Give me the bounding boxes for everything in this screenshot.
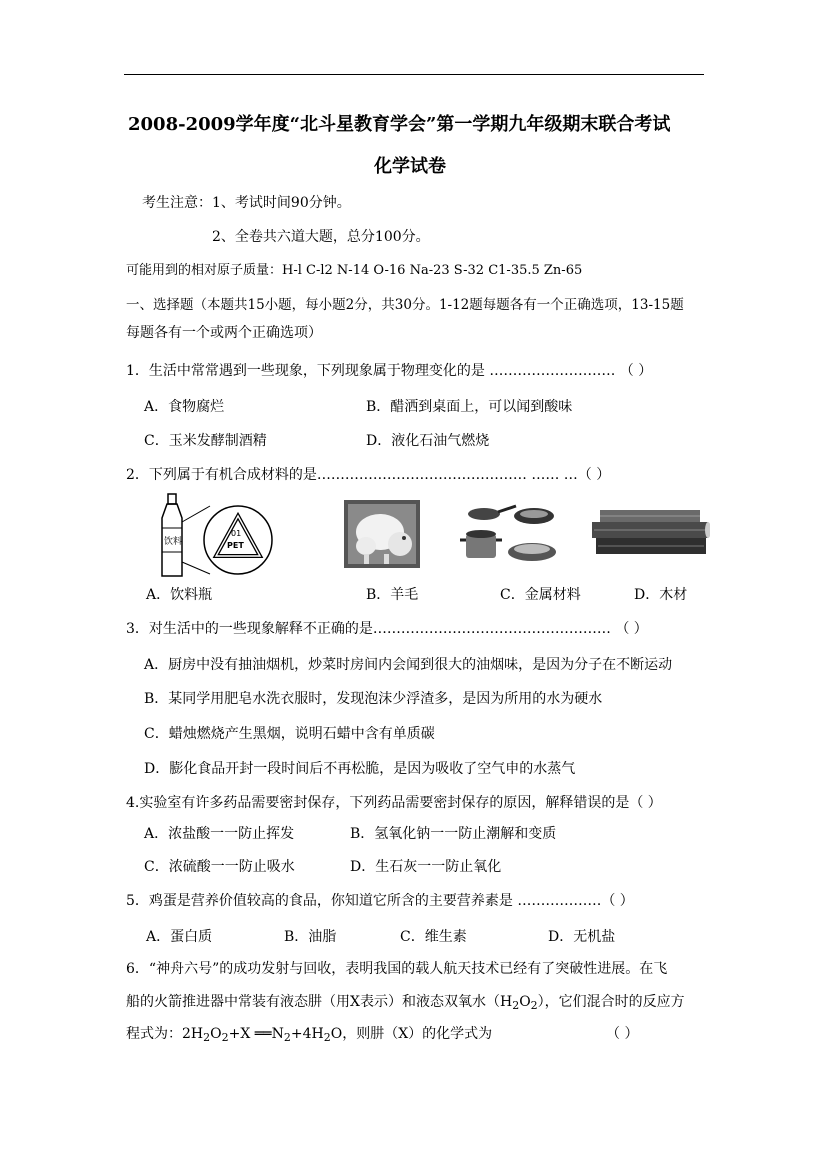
- bottle-recycle-image: [158, 492, 276, 580]
- q1-option-a: A．食物腐烂: [144, 399, 225, 415]
- q5-option-b: B．油脂: [284, 929, 337, 945]
- q2-stem: 2．下列属于有机合成材料的是……………………………………… …… …（ ）: [126, 467, 611, 483]
- q6-line-3: 程式为：$2H_2O_2+X$ $══N_2+4H_2O$，则肼（X）的化学式为: [126, 1026, 493, 1044]
- q2-option-b: B．羊毛: [366, 587, 419, 603]
- q4-stem: 4.实验室有许多药品需要密封保存，下列药品需要密封保存的原因，解释错误的是（ ）: [126, 795, 662, 811]
- q2-option-c: C．金属材料: [500, 587, 581, 603]
- q4-option-d: D．生石灰一一防止氧化: [350, 859, 502, 875]
- bottle-label: 饮料: [164, 537, 183, 547]
- q1-option-b: B．醋洒到桌面上，可以闻到酸味: [366, 399, 573, 415]
- header-rule: [124, 74, 704, 75]
- q1-option-d: D．液化石油气燃烧: [366, 433, 490, 449]
- q3-option-c: C．蜡烛燃烧产生黑烟，说明石蜡中含有单质碳: [144, 726, 435, 742]
- recycle-name: PET: [227, 541, 244, 550]
- recycle-code: 01: [231, 529, 242, 538]
- q1-option-c: C．玉米发酵制酒精: [144, 433, 267, 449]
- q4-option-b: B．氢氧化钠一一防止潮解和变质: [350, 826, 557, 842]
- q6-line-2: 船的火箭推进器中常装有液态肼（用X表示）和液态双氧水$(H_2O_2)$，它们混合时的反应方: [126, 994, 685, 1012]
- notice-line-2: 2、全卷共六道大题，总分100分。: [212, 229, 430, 245]
- q2-option-d: D．木材: [634, 587, 688, 603]
- exam-subtitle: 化学试卷: [374, 156, 446, 177]
- q6-line-1: 6．“神舟六号”的成功发射与回收，表明我国的载人航天技术已经有了突破性进展。在飞: [126, 961, 668, 977]
- q1-stem: 1．生活中常常遇到一些现象，下列现象属于物理变化的是 ……………………… （ ）: [126, 363, 653, 379]
- q3-stem: 3．对生活中的一些现象解释不正确的是…………………………………………… （ ）: [126, 621, 648, 637]
- notice-line-1: 考生注意：1、考试时间90分钟。: [142, 195, 351, 211]
- exam-title: 2008-2009学年度“北斗星教育学会”第一学期九年级期末联合考试: [128, 114, 671, 135]
- q3-option-b: B．某同学用肥皂水洗衣服时，发现泡沫少浮渣多，是因为所用的水为硬水: [144, 691, 603, 707]
- wood-logs-image: [590, 504, 710, 560]
- q2-option-a: A．饮料瓶: [146, 587, 213, 603]
- metal-cookware-image: [458, 500, 564, 568]
- q3-option-d: D．膨化食品开封一段时间后不再松脆，是因为吸收了空气申的水蒸气: [144, 761, 576, 777]
- atomic-masses: 可能用到的相对原子质量：H-l C-l2 N-14 O-16 Na-23 S-32 C1-35.5 Zn-65: [126, 263, 583, 278]
- sheep-image: [344, 500, 420, 568]
- q5-option-a: A．蛋白质: [146, 929, 213, 945]
- q3-option-a: A．厨房中没有抽油烟机，炒菜时房间内会闻到很大的油烟味，是因为分子在不断运动: [144, 657, 673, 673]
- q4-option-a: A．浓盐酸一一防止挥发: [144, 826, 295, 842]
- bottle-icon: [162, 494, 182, 576]
- q5-option-c: C．维生素: [400, 929, 467, 945]
- q4-option-c: C．浓硫酸一一防止吸水: [144, 859, 295, 875]
- q5-stem: 5．鸡蛋是营养价值较高的食品，你知道它所含的主要营养素是 ………………（ ）: [126, 893, 634, 909]
- section-heading-line-1: 一、选择题（本题共15小题，每小题2分，共30分。1-12题每题各有一个正确选项，13-15题: [126, 297, 684, 313]
- section-heading-line-2: 每题各有一个或两个正确选项）: [126, 325, 322, 341]
- q5-option-d: D．无机盐: [548, 929, 616, 945]
- q6-answer-paren: （ ）: [606, 1026, 639, 1042]
- recycle-triangle-icon: [216, 516, 260, 556]
